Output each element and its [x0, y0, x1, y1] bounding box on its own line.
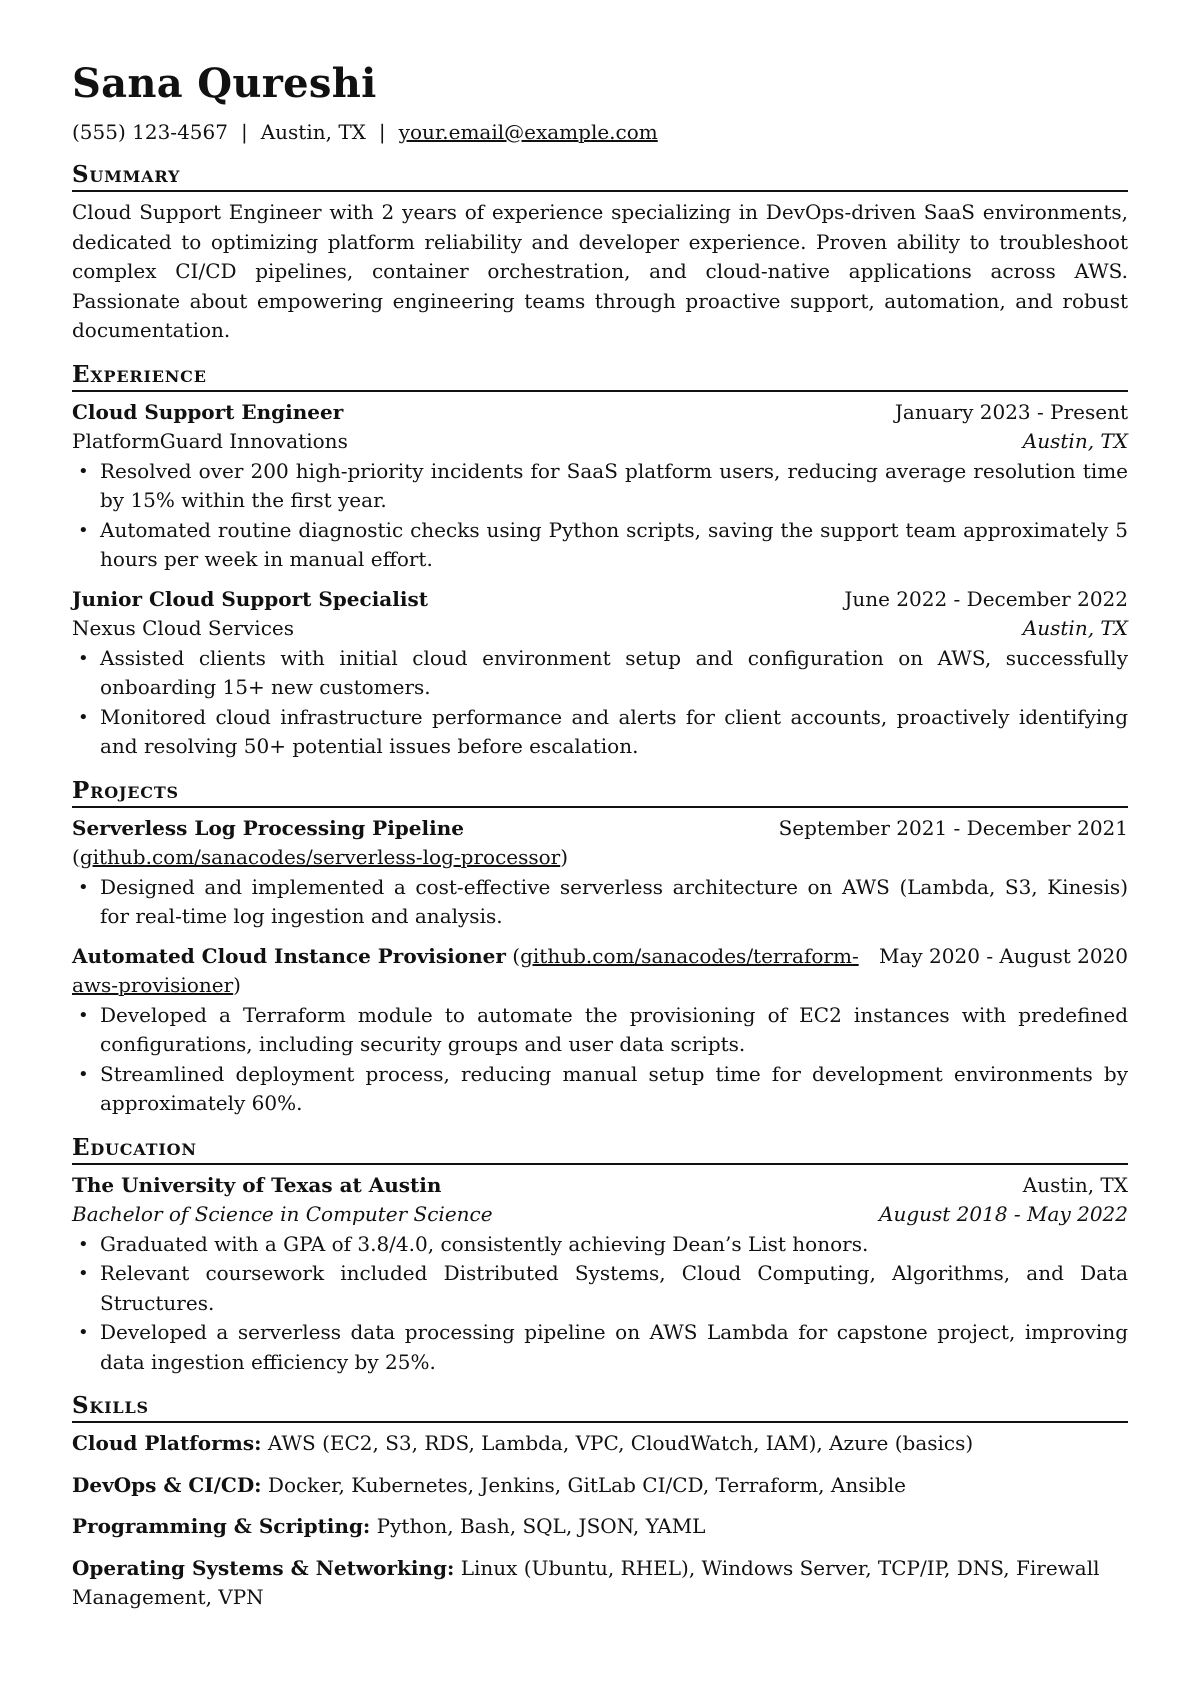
section-title-projects: Projects — [72, 776, 1128, 808]
project-dates: September 2021 - December 2021 — [778, 815, 1128, 840]
skill-label: Cloud Platforms: — [72, 1431, 262, 1455]
summary-text: Cloud Support Engineer with 2 years of experience specializing in DevOps-driven SaaS environments, dedicated to optimizing platform reliability and developer experience. Proven ability to troubleshoot complex CI/CD pipelines, container orchestration, and cloud-native applications across AWS. Passionate about empowering engineering teams through proactive support, automation, and robust documentation. — [72, 200, 1128, 342]
contact-line — [72, 118, 1128, 146]
skill-value: AWS (EC2, S3, RDS, Lambda, VPC, CloudWatch, IAM), Azure (basics) — [267, 1431, 974, 1455]
skill-value: Python, Bash, SQL, JSON, YAML — [376, 1514, 706, 1538]
school-name: The University of Texas at Austin — [72, 1172, 442, 1197]
project-name: Automated Cloud Instance Provisioner — [72, 943, 506, 968]
list-item: • Designed and implemented a cost-effective serverless architecture on AWS (Lambda, S3, Kinesis) for real-time log ingestion and analysis. — [100, 873, 1128, 932]
separator: | — [240, 120, 248, 144]
section-title-education: Education — [72, 1133, 1128, 1165]
education-entry — [72, 1171, 1128, 1378]
project-bullets — [72, 873, 1128, 932]
job-bullets — [72, 644, 1128, 762]
skill-label: Programming & Scripting: — [72, 1514, 371, 1538]
degree: Bachelor of Science in Computer Science — [72, 1202, 493, 1226]
project-header: May 2020 - August 2020 Automated Cloud Instance Provisioner (github.com/sanacodes/terraform-aws-provisioner) — [72, 943, 1128, 997]
skill-line — [72, 1471, 1128, 1501]
school-location: Austin, TX — [1022, 1172, 1128, 1197]
section-title-experience: Experience — [72, 360, 1128, 392]
project-header: September 2021 - December 2021 Serverless Log Processing Pipeline (github.com/sanacodes/serverless-log-processor) — [72, 815, 1128, 869]
job-role: Junior Cloud Support Specialist — [72, 586, 428, 611]
location: Austin, TX — [260, 120, 366, 144]
skill-value: Linux (Ubuntu, RHEL), Windows Server, TCP/IP, DNS, Firewall Management, VPN — [72, 1555, 1100, 1609]
email-link[interactable]: your.email@example.com — [398, 120, 658, 144]
project-entry — [72, 942, 1128, 1119]
resume-page — [72, 58, 1128, 1625]
job-dates: January 2023 - Present — [894, 399, 1128, 424]
project-entry — [72, 814, 1128, 932]
job-company: PlatformGuard Innovations — [72, 429, 348, 453]
list-item: • Graduated with a GPA of 3.8/4.0, consistently achieving Dean’s List honors. — [100, 1230, 1128, 1260]
job-bullets — [72, 457, 1128, 575]
list-item: • Developed a Terraform module to automate the provisioning of EC2 instances with predefined configurations, including security groups and user data scripts. — [100, 1001, 1128, 1060]
list-item: • Assisted clients with initial cloud environment setup and configuration on AWS, successfully onboarding 15+ new customers. — [100, 644, 1128, 703]
phone-number: (555) 123-4567 — [72, 120, 228, 144]
list-item: • Automated routine diagnostic checks using Python scripts, saving the support team approximately 5 hours per week in manual effort. — [100, 516, 1128, 575]
skill-line — [72, 1429, 1128, 1459]
section-title-summary: Summary — [72, 160, 1128, 192]
skill-line — [72, 1512, 1128, 1542]
job-company: Nexus Cloud Services — [72, 616, 294, 640]
job-location: Austin, TX — [1022, 429, 1128, 453]
list-item: • Resolved over 200 high-priority incidents for SaaS platform users, reducing average resolution time by 15% within the first year. — [100, 457, 1128, 516]
list-item: • Monitored cloud infrastructure performance and alerts for client accounts, proactively identifying and resolving 50+ potential issues before escalation. — [100, 703, 1128, 762]
list-item: • Developed a serverless data processing pipeline on AWS Lambda for capstone project, improving data ingestion efficiency by 25%. — [100, 1318, 1128, 1377]
project-bullets — [72, 1001, 1128, 1119]
skill-label: Operating Systems & Networking: — [72, 1555, 455, 1580]
project-dates: May 2020 - August 2020 — [879, 943, 1128, 968]
candidate-name: Sana Qureshi — [72, 60, 377, 107]
job-role: Cloud Support Engineer — [72, 399, 344, 424]
project-link[interactable]: github.com/sanacodes/serverless-log-processor — [79, 845, 561, 869]
education-dates: August 2018 - May 2022 — [879, 1202, 1128, 1226]
project-link[interactable]: github.com/sanacodes/terraform-aws-provisioner — [72, 943, 859, 997]
separator: | — [378, 120, 386, 144]
job-entry — [72, 585, 1128, 762]
skill-label: DevOps & CI/CD: — [72, 1472, 262, 1497]
skill-value: Docker, Kubernetes, Jenkins, GitLab CI/CD, Terraform, Ansible — [267, 1472, 906, 1497]
section-title-skills: Skills — [72, 1391, 1128, 1423]
list-item: • Streamlined deployment process, reducing manual setup time for development environments by approximately 60%. — [100, 1060, 1128, 1119]
education-bullets — [72, 1230, 1128, 1378]
job-location: Austin, TX — [1022, 616, 1128, 640]
job-dates: June 2022 - December 2022 — [844, 586, 1128, 611]
project-name: Serverless Log Processing Pipeline — [72, 815, 464, 840]
list-item: • Relevant coursework included Distributed Systems, Cloud Computing, Algorithms, and Data Structures. — [100, 1259, 1128, 1318]
job-entry — [72, 398, 1128, 575]
skill-line — [72, 1554, 1128, 1613]
